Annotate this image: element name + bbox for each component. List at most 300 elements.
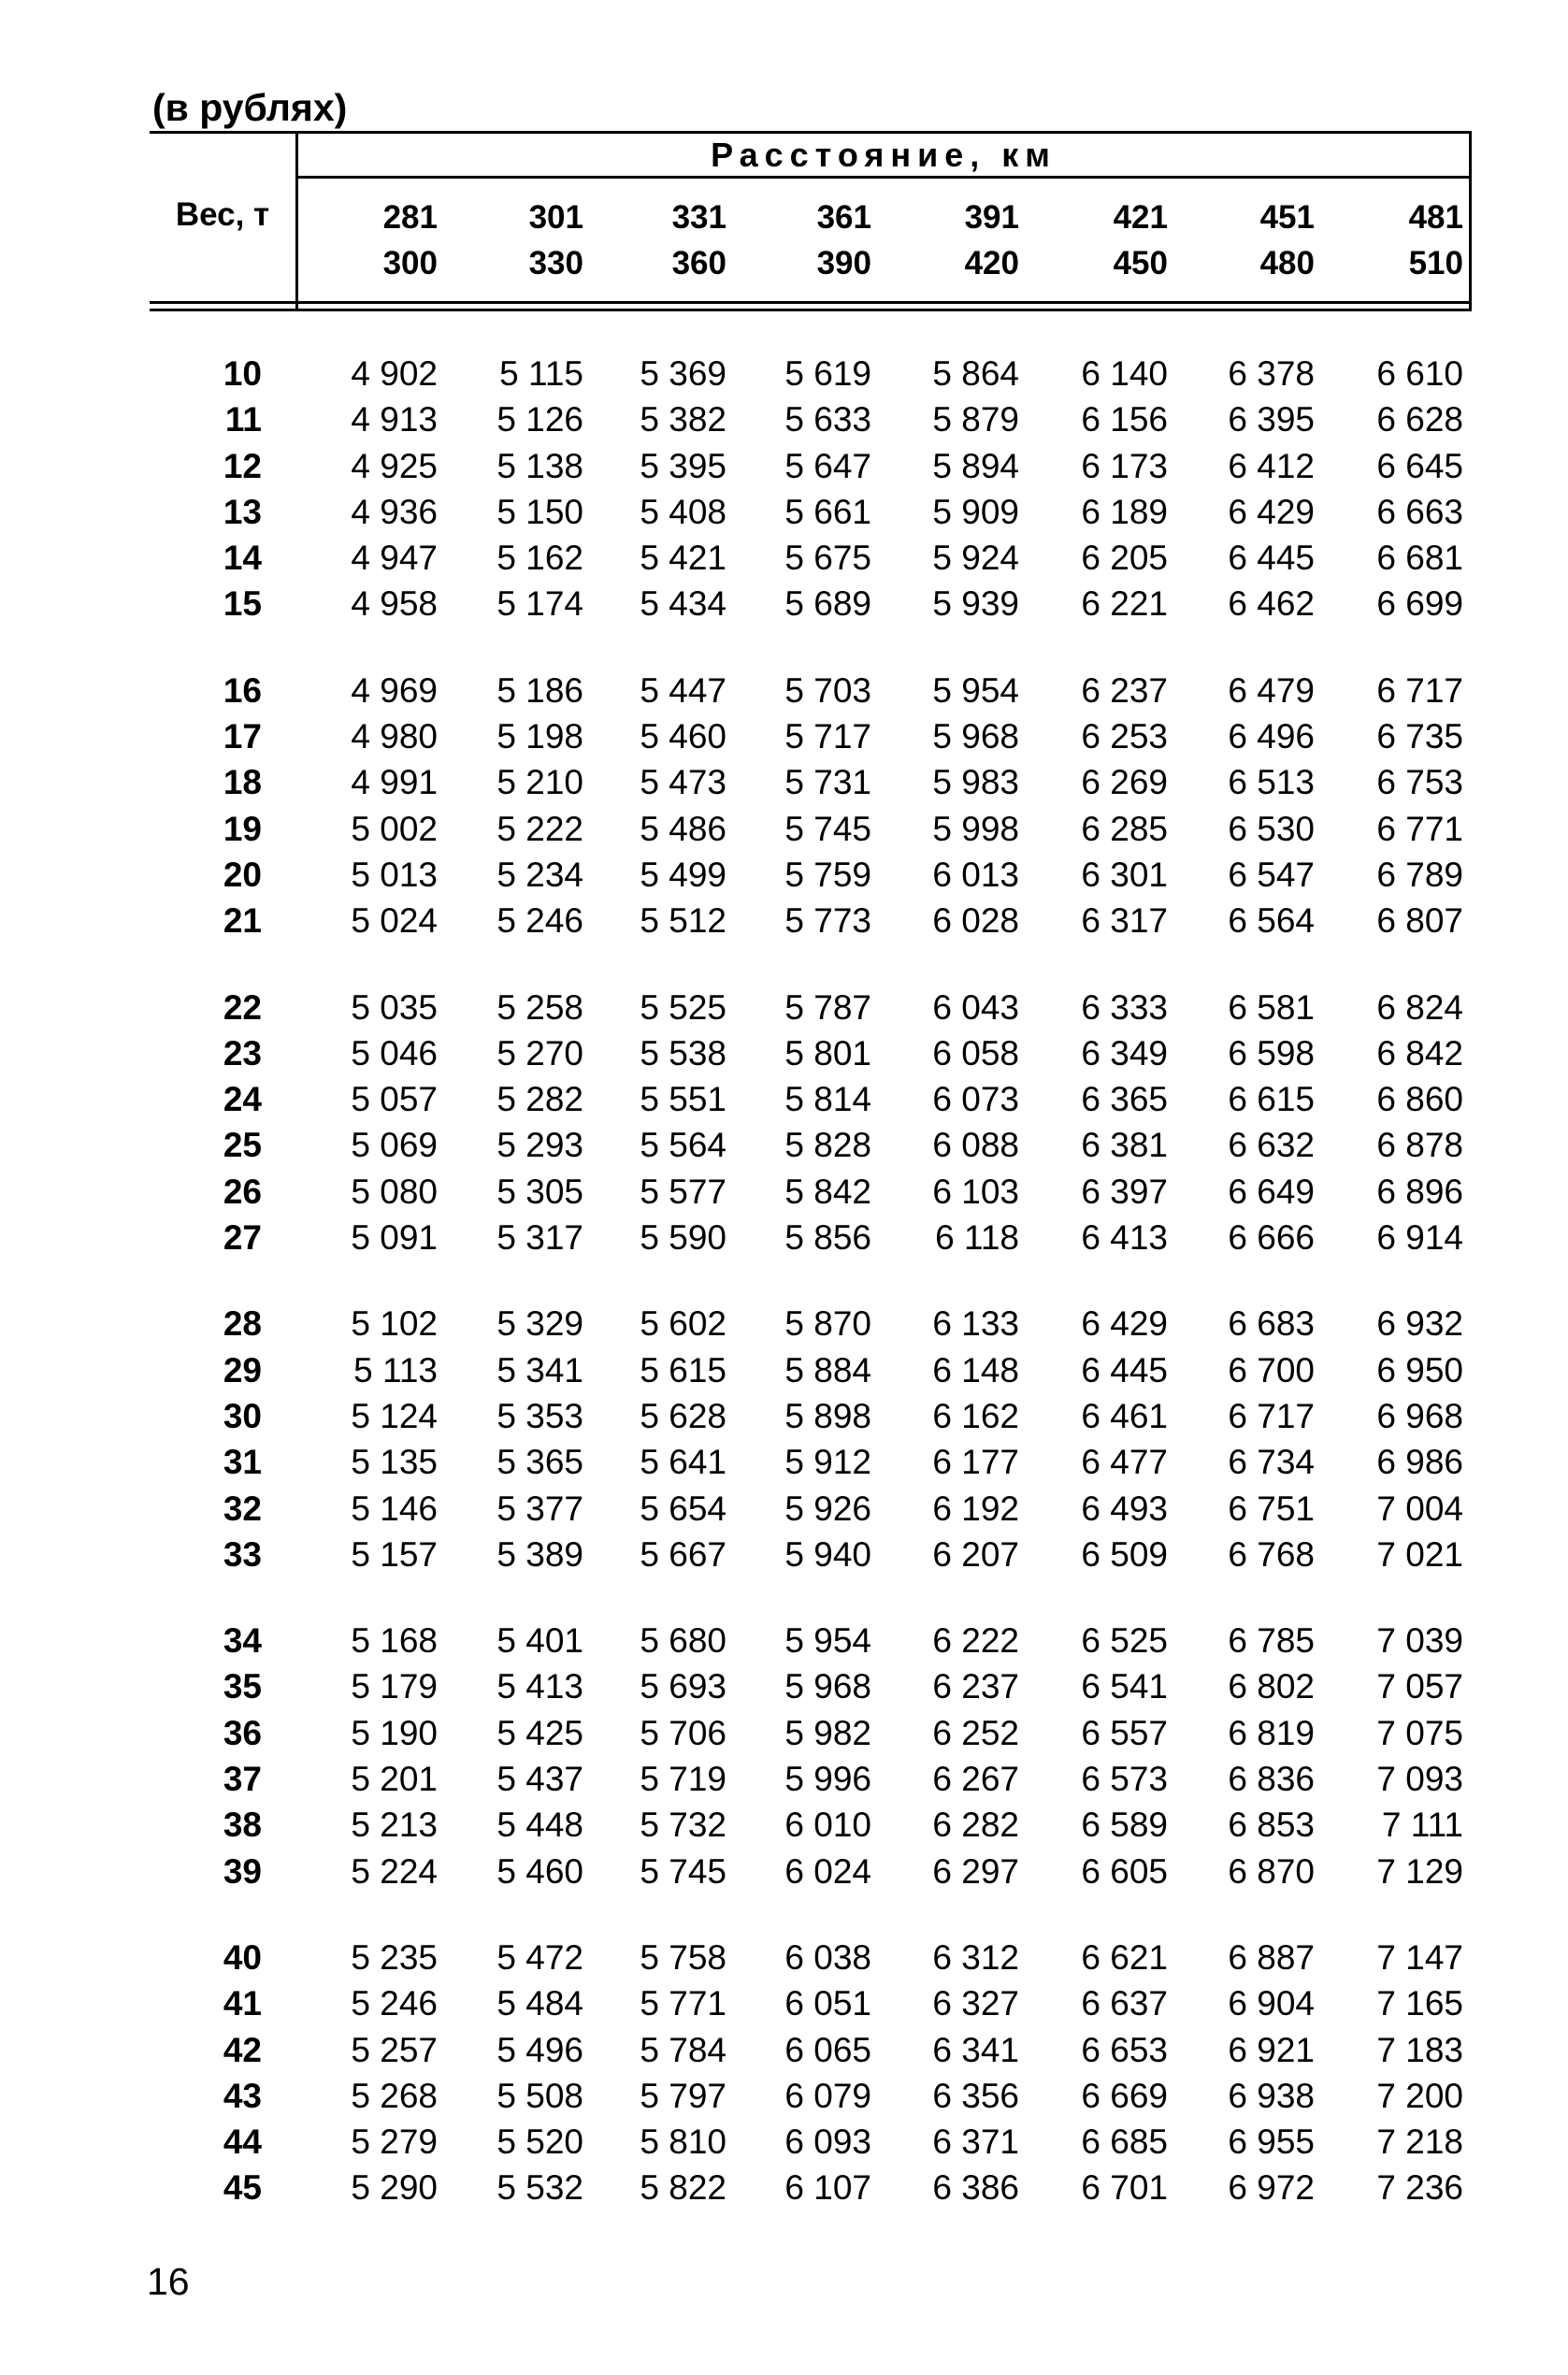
table-row bbox=[150, 535, 1472, 581]
price-cell: 5 801 bbox=[784, 1033, 871, 1072]
unit-note: (в рублях) bbox=[152, 86, 348, 129]
price-cell: 5 395 bbox=[640, 446, 726, 485]
price-cell: 6 950 bbox=[1376, 1350, 1463, 1389]
price-cell: 5 437 bbox=[496, 1760, 583, 1799]
price-cell: 6 237 bbox=[1081, 670, 1168, 710]
price-cell: 5 675 bbox=[784, 539, 871, 578]
price-cell: 6 333 bbox=[1081, 987, 1168, 1027]
price-cell: 5 162 bbox=[496, 539, 583, 578]
weight-cell: 18 bbox=[223, 763, 262, 802]
price-cell: 6 887 bbox=[1228, 1937, 1315, 1977]
price-cell: 6 445 bbox=[1228, 539, 1315, 578]
price-cell: 7 183 bbox=[1376, 2030, 1463, 2069]
table-row bbox=[150, 1935, 1472, 1980]
price-cell: 5 771 bbox=[640, 1984, 726, 2023]
price-cell: 5 258 bbox=[496, 987, 583, 1027]
price-cell: 5 013 bbox=[351, 855, 438, 894]
price-cell: 5 968 bbox=[932, 717, 1019, 756]
price-cell: 5 246 bbox=[351, 1984, 438, 2023]
price-cell: 6 751 bbox=[1228, 1489, 1315, 1528]
price-cell: 5 940 bbox=[784, 1534, 871, 1574]
price-cell: 5 198 bbox=[496, 717, 583, 756]
price-cell: 7 039 bbox=[1376, 1621, 1463, 1661]
distance-title: Расстояние, км bbox=[711, 136, 1057, 174]
price-cell: 5 369 bbox=[640, 354, 726, 393]
price-cell: 4 991 bbox=[351, 763, 438, 802]
price-cell: 5 138 bbox=[496, 446, 583, 485]
page-number: 16 bbox=[147, 2260, 190, 2303]
price-cell: 6 395 bbox=[1228, 400, 1315, 439]
price-cell: 6 530 bbox=[1228, 809, 1315, 848]
price-cell: 6 564 bbox=[1228, 901, 1315, 941]
price-cell: 6 386 bbox=[932, 2168, 1019, 2208]
header-double-rule-lower bbox=[150, 309, 1472, 311]
price-cell: 5 982 bbox=[784, 1713, 871, 1752]
price-cell: 5 210 bbox=[496, 763, 583, 802]
table-row bbox=[150, 2119, 1472, 2165]
price-cell: 6 317 bbox=[1081, 901, 1168, 941]
table-row bbox=[150, 668, 1472, 713]
weight-cell: 17 bbox=[223, 717, 262, 756]
price-cell: 5 115 bbox=[499, 354, 583, 393]
weight-cell: 36 bbox=[223, 1713, 262, 1752]
price-cell: 6 189 bbox=[1081, 492, 1168, 531]
price-cell: 6 649 bbox=[1228, 1172, 1315, 1211]
price-cell: 5 654 bbox=[640, 1489, 726, 1528]
table-row bbox=[150, 1849, 1472, 1894]
weight-cell: 31 bbox=[223, 1443, 262, 1482]
price-cell: 6 653 bbox=[1081, 2030, 1168, 2069]
price-cell: 6 412 bbox=[1228, 446, 1315, 485]
table-row bbox=[150, 1439, 1472, 1485]
range-to: 300 bbox=[382, 245, 438, 281]
price-cell: 5 401 bbox=[496, 1621, 583, 1661]
price-cell: 6 237 bbox=[932, 1667, 1019, 1706]
price-cell: 5 377 bbox=[496, 1489, 583, 1528]
price-cell: 6 162 bbox=[932, 1396, 1019, 1435]
price-cell: 5 473 bbox=[640, 763, 726, 802]
price-cell: 6 628 bbox=[1376, 400, 1463, 439]
price-cell: 5 525 bbox=[640, 987, 726, 1027]
price-cell: 6 663 bbox=[1376, 492, 1463, 531]
price-cell: 6 073 bbox=[932, 1080, 1019, 1119]
price-cell: 5 235 bbox=[351, 1937, 438, 1977]
price-cell: 5 689 bbox=[784, 584, 871, 624]
price-cell: 6 914 bbox=[1376, 1218, 1463, 1258]
price-cell: 6 285 bbox=[1081, 809, 1168, 848]
weight-cell: 42 bbox=[223, 2030, 262, 2069]
price-cell: 6 789 bbox=[1376, 855, 1463, 894]
price-cell: 5 035 bbox=[351, 987, 438, 1027]
price-cell: 5 898 bbox=[784, 1396, 871, 1435]
price-cell: 5 717 bbox=[784, 717, 871, 756]
table-row bbox=[150, 1663, 1472, 1709]
price-cell: 5 113 bbox=[353, 1350, 438, 1389]
price-cell: 7 129 bbox=[1376, 1851, 1463, 1891]
price-cell: 6 024 bbox=[784, 1851, 871, 1891]
price-cell: 5 939 bbox=[932, 584, 1019, 624]
weight-cell: 22 bbox=[223, 987, 262, 1027]
price-cell: 4 980 bbox=[351, 717, 438, 756]
price-cell: 6 058 bbox=[932, 1033, 1019, 1072]
price-cell: 5 447 bbox=[640, 670, 726, 710]
price-cell: 6 610 bbox=[1376, 354, 1463, 393]
price-cell: 5 602 bbox=[640, 1304, 726, 1344]
price-cell: 6 462 bbox=[1228, 584, 1315, 624]
table-row bbox=[150, 1030, 1472, 1076]
weight-cell: 25 bbox=[223, 1126, 262, 1165]
price-cell: 5 174 bbox=[496, 584, 583, 624]
weight-cell: 34 bbox=[223, 1621, 262, 1661]
price-cell: 5 797 bbox=[640, 2076, 726, 2115]
weight-cell: 28 bbox=[223, 1304, 262, 1344]
price-cell: 5 996 bbox=[784, 1760, 871, 1799]
weight-cell: 30 bbox=[223, 1396, 262, 1435]
price-cell: 6 699 bbox=[1376, 584, 1463, 624]
price-cell: 5 460 bbox=[640, 717, 726, 756]
price-cell: 6 685 bbox=[1081, 2123, 1168, 2162]
price-cell: 7 057 bbox=[1376, 1667, 1463, 1706]
row-group bbox=[150, 1618, 1472, 1894]
range-from: 331 bbox=[671, 199, 726, 236]
price-cell: 6 269 bbox=[1081, 763, 1168, 802]
price-cell: 5 472 bbox=[496, 1937, 583, 1977]
table-header bbox=[150, 131, 1472, 310]
table-row bbox=[150, 1802, 1472, 1848]
price-cell: 6 365 bbox=[1081, 1080, 1168, 1119]
price-cell: 5 577 bbox=[640, 1172, 726, 1211]
price-cell: 5 329 bbox=[496, 1304, 583, 1344]
price-cell: 6 397 bbox=[1081, 1172, 1168, 1211]
distance-range-header bbox=[614, 194, 726, 286]
price-cell: 5 924 bbox=[932, 539, 1019, 578]
header-top-rule bbox=[150, 131, 1472, 134]
price-cell: 6 605 bbox=[1081, 1851, 1168, 1891]
price-cell: 5 647 bbox=[784, 446, 871, 485]
table-row bbox=[150, 2165, 1472, 2210]
price-cell: 6 581 bbox=[1228, 987, 1315, 1027]
header-double-rule-upper bbox=[150, 301, 1472, 304]
price-cell: 6 986 bbox=[1376, 1443, 1463, 1482]
price-cell: 5 222 bbox=[496, 809, 583, 848]
price-cell: 6 065 bbox=[784, 2030, 871, 2069]
price-cell: 5 080 bbox=[351, 1172, 438, 1211]
price-cell: 5 998 bbox=[932, 809, 1019, 848]
price-cell: 5 508 bbox=[496, 2076, 583, 2115]
price-cell: 5 954 bbox=[784, 1621, 871, 1661]
price-cell: 6 632 bbox=[1228, 1126, 1315, 1165]
table-row bbox=[150, 396, 1472, 442]
price-cell: 5 983 bbox=[932, 763, 1019, 802]
price-cell: 6 683 bbox=[1228, 1304, 1315, 1344]
weight-cell: 43 bbox=[223, 2076, 262, 2115]
table-row bbox=[150, 1301, 1472, 1346]
price-cell: 6 156 bbox=[1081, 400, 1168, 439]
price-cell: 6 870 bbox=[1228, 1851, 1315, 1891]
price-cell: 6 378 bbox=[1228, 354, 1315, 393]
price-cell: 5 317 bbox=[496, 1218, 583, 1258]
price-cell: 6 282 bbox=[932, 1806, 1019, 1845]
table-row bbox=[150, 985, 1472, 1030]
price-cell: 5 926 bbox=[784, 1489, 871, 1528]
price-cell: 6 932 bbox=[1376, 1304, 1463, 1344]
table-row bbox=[150, 713, 1472, 759]
weight-cell: 26 bbox=[223, 1172, 262, 1211]
weight-cell: 39 bbox=[223, 1851, 262, 1891]
price-cell: 6 557 bbox=[1081, 1713, 1168, 1752]
weight-column-header: Вес, т bbox=[175, 196, 270, 233]
row-group bbox=[150, 1301, 1472, 1577]
weight-cell: 33 bbox=[223, 1534, 262, 1574]
table-row bbox=[150, 1215, 1472, 1260]
price-cell: 6 043 bbox=[932, 987, 1019, 1027]
price-cell: 6 356 bbox=[932, 2076, 1019, 2115]
price-cell: 6 842 bbox=[1376, 1033, 1463, 1072]
price-cell: 5 912 bbox=[784, 1443, 871, 1482]
price-cell: 4 925 bbox=[351, 446, 438, 485]
range-to: 480 bbox=[1259, 245, 1315, 281]
table-row bbox=[150, 898, 1472, 943]
price-cell: 6 735 bbox=[1376, 717, 1463, 756]
weight-cell: 27 bbox=[223, 1218, 262, 1258]
weight-cell: 15 bbox=[223, 584, 262, 624]
price-cell: 6 541 bbox=[1081, 1667, 1168, 1706]
price-cell: 5 667 bbox=[640, 1534, 726, 1574]
table-row bbox=[150, 759, 1472, 805]
price-cell: 6 079 bbox=[784, 2076, 871, 2115]
price-cell: 5 828 bbox=[784, 1126, 871, 1165]
price-cell: 6 681 bbox=[1376, 539, 1463, 578]
tariff-table-body bbox=[150, 351, 1472, 2252]
price-cell: 6 921 bbox=[1228, 2030, 1315, 2069]
weight-cell: 14 bbox=[223, 539, 262, 578]
price-cell: 5 619 bbox=[784, 354, 871, 393]
price-cell: 5 822 bbox=[640, 2168, 726, 2208]
price-cell: 5 091 bbox=[351, 1218, 438, 1258]
price-cell: 5 201 bbox=[351, 1760, 438, 1799]
price-cell: 5 759 bbox=[784, 855, 871, 894]
range-to: 450 bbox=[1113, 245, 1168, 281]
price-cell: 6 051 bbox=[784, 1984, 871, 2023]
weight-cell: 13 bbox=[223, 492, 262, 531]
price-cell: 5 186 bbox=[496, 670, 583, 710]
price-cell: 6 717 bbox=[1376, 670, 1463, 710]
price-cell: 6 207 bbox=[932, 1534, 1019, 1574]
price-cell: 6 637 bbox=[1081, 1984, 1168, 2023]
price-cell: 4 913 bbox=[351, 400, 438, 439]
table-row bbox=[150, 1393, 1472, 1439]
price-cell: 5 413 bbox=[496, 1667, 583, 1706]
price-cell: 7 165 bbox=[1376, 1984, 1463, 2023]
distance-range-header bbox=[1056, 194, 1168, 286]
table-row bbox=[150, 443, 1472, 489]
price-cell: 6 573 bbox=[1081, 1760, 1168, 1799]
table-row bbox=[150, 1756, 1472, 1802]
price-cell: 7 111 bbox=[1381, 1806, 1463, 1845]
range-from: 301 bbox=[528, 199, 583, 236]
price-cell: 5 532 bbox=[496, 2168, 583, 2208]
price-cell: 6 461 bbox=[1081, 1396, 1168, 1435]
table-row bbox=[150, 1532, 1472, 1577]
price-cell: 5 909 bbox=[932, 492, 1019, 531]
price-cell: 6 205 bbox=[1081, 539, 1168, 578]
price-cell: 5 633 bbox=[784, 400, 871, 439]
price-cell: 5 290 bbox=[351, 2168, 438, 2208]
price-cell: 5 150 bbox=[496, 492, 583, 531]
price-cell: 6 429 bbox=[1081, 1304, 1168, 1344]
table-row bbox=[150, 1169, 1472, 1215]
price-cell: 5 293 bbox=[496, 1126, 583, 1165]
price-cell: 5 257 bbox=[351, 2030, 438, 2069]
table-row bbox=[150, 2027, 1472, 2073]
price-cell: 6 413 bbox=[1081, 1218, 1168, 1258]
price-cell: 5 460 bbox=[496, 1851, 583, 1891]
price-cell: 5 146 bbox=[351, 1489, 438, 1528]
price-cell: 5 157 bbox=[351, 1534, 438, 1574]
price-cell: 7 093 bbox=[1376, 1760, 1463, 1799]
price-cell: 6 955 bbox=[1228, 2123, 1315, 2162]
price-cell: 5 353 bbox=[496, 1396, 583, 1435]
price-cell: 6 669 bbox=[1081, 2076, 1168, 2115]
weight-cell: 21 bbox=[223, 901, 262, 941]
price-cell: 5 564 bbox=[640, 1126, 726, 1165]
price-cell: 5 270 bbox=[496, 1033, 583, 1072]
price-cell: 6 547 bbox=[1228, 855, 1315, 894]
price-cell: 4 958 bbox=[351, 584, 438, 624]
price-cell: 6 297 bbox=[932, 1851, 1019, 1891]
price-cell: 5 732 bbox=[640, 1806, 726, 1845]
price-cell: 5 179 bbox=[351, 1667, 438, 1706]
price-cell: 5 135 bbox=[351, 1443, 438, 1482]
price-cell: 7 218 bbox=[1376, 2123, 1463, 2162]
price-cell: 6 785 bbox=[1228, 1621, 1315, 1661]
row-group bbox=[150, 1935, 1472, 2211]
price-cell: 5 069 bbox=[351, 1126, 438, 1165]
distance-range-header bbox=[1202, 194, 1315, 286]
price-cell: 6 853 bbox=[1228, 1806, 1315, 1845]
price-cell: 5 719 bbox=[640, 1760, 726, 1799]
weight-cell: 12 bbox=[223, 446, 262, 485]
range-from: 281 bbox=[382, 199, 438, 236]
price-cell: 4 936 bbox=[351, 492, 438, 531]
price-cell: 6 107 bbox=[784, 2168, 871, 2208]
header-mid-rule bbox=[295, 176, 1472, 179]
price-cell: 6 221 bbox=[1081, 584, 1168, 624]
price-cell: 5 879 bbox=[932, 400, 1019, 439]
price-cell: 4 902 bbox=[351, 354, 438, 393]
price-cell: 5 448 bbox=[496, 1806, 583, 1845]
price-cell: 5 408 bbox=[640, 492, 726, 531]
distance-range-header bbox=[1351, 194, 1463, 286]
weight-cell: 44 bbox=[223, 2123, 262, 2162]
weight-cell: 20 bbox=[223, 855, 262, 894]
price-cell: 5 894 bbox=[932, 446, 1019, 485]
price-cell: 6 701 bbox=[1081, 2168, 1168, 2208]
distance-range-header bbox=[471, 194, 583, 286]
price-cell: 7 147 bbox=[1376, 1937, 1463, 1977]
price-cell: 6 252 bbox=[932, 1713, 1019, 1752]
range-from: 451 bbox=[1259, 199, 1315, 236]
table-row bbox=[150, 806, 1472, 852]
row-group bbox=[150, 351, 1472, 627]
price-cell: 7 075 bbox=[1376, 1713, 1463, 1752]
price-cell: 6 598 bbox=[1228, 1033, 1315, 1072]
price-cell: 6 493 bbox=[1081, 1489, 1168, 1528]
weight-cell: 32 bbox=[223, 1489, 262, 1528]
weight-cell: 24 bbox=[223, 1080, 262, 1119]
range-to: 390 bbox=[816, 245, 871, 281]
table-row bbox=[150, 2073, 1472, 2119]
table-row bbox=[150, 1076, 1472, 1122]
price-cell: 6 666 bbox=[1228, 1218, 1315, 1258]
range-to: 330 bbox=[528, 245, 583, 281]
price-cell: 6 615 bbox=[1228, 1080, 1315, 1119]
price-cell: 5 168 bbox=[351, 1621, 438, 1661]
range-to: 510 bbox=[1408, 245, 1463, 281]
price-cell: 5 693 bbox=[640, 1667, 726, 1706]
weight-cell: 29 bbox=[223, 1350, 262, 1389]
price-cell: 6 381 bbox=[1081, 1126, 1168, 1165]
price-cell: 6 301 bbox=[1081, 855, 1168, 894]
table-row bbox=[150, 489, 1472, 535]
price-cell: 6 445 bbox=[1081, 1350, 1168, 1389]
price-cell: 6 904 bbox=[1228, 1984, 1315, 2023]
price-cell: 6 038 bbox=[784, 1937, 871, 1977]
header-right-border bbox=[1469, 131, 1472, 310]
price-cell: 5 814 bbox=[784, 1080, 871, 1119]
price-cell: 5 279 bbox=[351, 2123, 438, 2162]
price-cell: 5 512 bbox=[640, 901, 726, 941]
price-cell: 6 645 bbox=[1376, 446, 1463, 485]
weight-cell: 45 bbox=[223, 2168, 262, 2208]
price-cell: 6 028 bbox=[932, 901, 1019, 941]
price-cell: 5 870 bbox=[784, 1304, 871, 1344]
weight-cell: 38 bbox=[223, 1806, 262, 1845]
weight-cell: 35 bbox=[223, 1667, 262, 1706]
price-cell: 5 703 bbox=[784, 670, 871, 710]
price-cell: 6 349 bbox=[1081, 1033, 1168, 1072]
price-cell: 6 013 bbox=[932, 855, 1019, 894]
distance-range-header bbox=[759, 194, 871, 286]
price-cell: 6 753 bbox=[1376, 763, 1463, 802]
price-cell: 7 200 bbox=[1376, 2076, 1463, 2115]
weight-cell: 23 bbox=[223, 1033, 262, 1072]
weight-cell: 37 bbox=[223, 1760, 262, 1799]
price-cell: 5 434 bbox=[640, 584, 726, 624]
price-cell: 6 312 bbox=[932, 1937, 1019, 1977]
price-cell: 5 810 bbox=[640, 2123, 726, 2162]
price-cell: 5 787 bbox=[784, 987, 871, 1027]
price-cell: 6 836 bbox=[1228, 1760, 1315, 1799]
price-cell: 5 628 bbox=[640, 1396, 726, 1435]
price-cell: 4 969 bbox=[351, 670, 438, 710]
price-cell: 5 884 bbox=[784, 1350, 871, 1389]
price-cell: 5 968 bbox=[784, 1667, 871, 1706]
weight-cell: 16 bbox=[223, 670, 262, 710]
price-cell: 6 525 bbox=[1081, 1621, 1168, 1661]
price-cell: 6 509 bbox=[1081, 1534, 1168, 1574]
price-cell: 5 305 bbox=[496, 1172, 583, 1211]
price-cell: 5 268 bbox=[351, 2076, 438, 2115]
range-from: 421 bbox=[1113, 199, 1168, 236]
price-cell: 6 148 bbox=[932, 1350, 1019, 1389]
price-cell: 5 382 bbox=[640, 400, 726, 439]
table-row bbox=[150, 351, 1472, 396]
price-cell: 6 088 bbox=[932, 1126, 1019, 1165]
table-row bbox=[150, 1486, 1472, 1532]
price-cell: 6 878 bbox=[1376, 1126, 1463, 1165]
price-cell: 5 102 bbox=[351, 1304, 438, 1344]
